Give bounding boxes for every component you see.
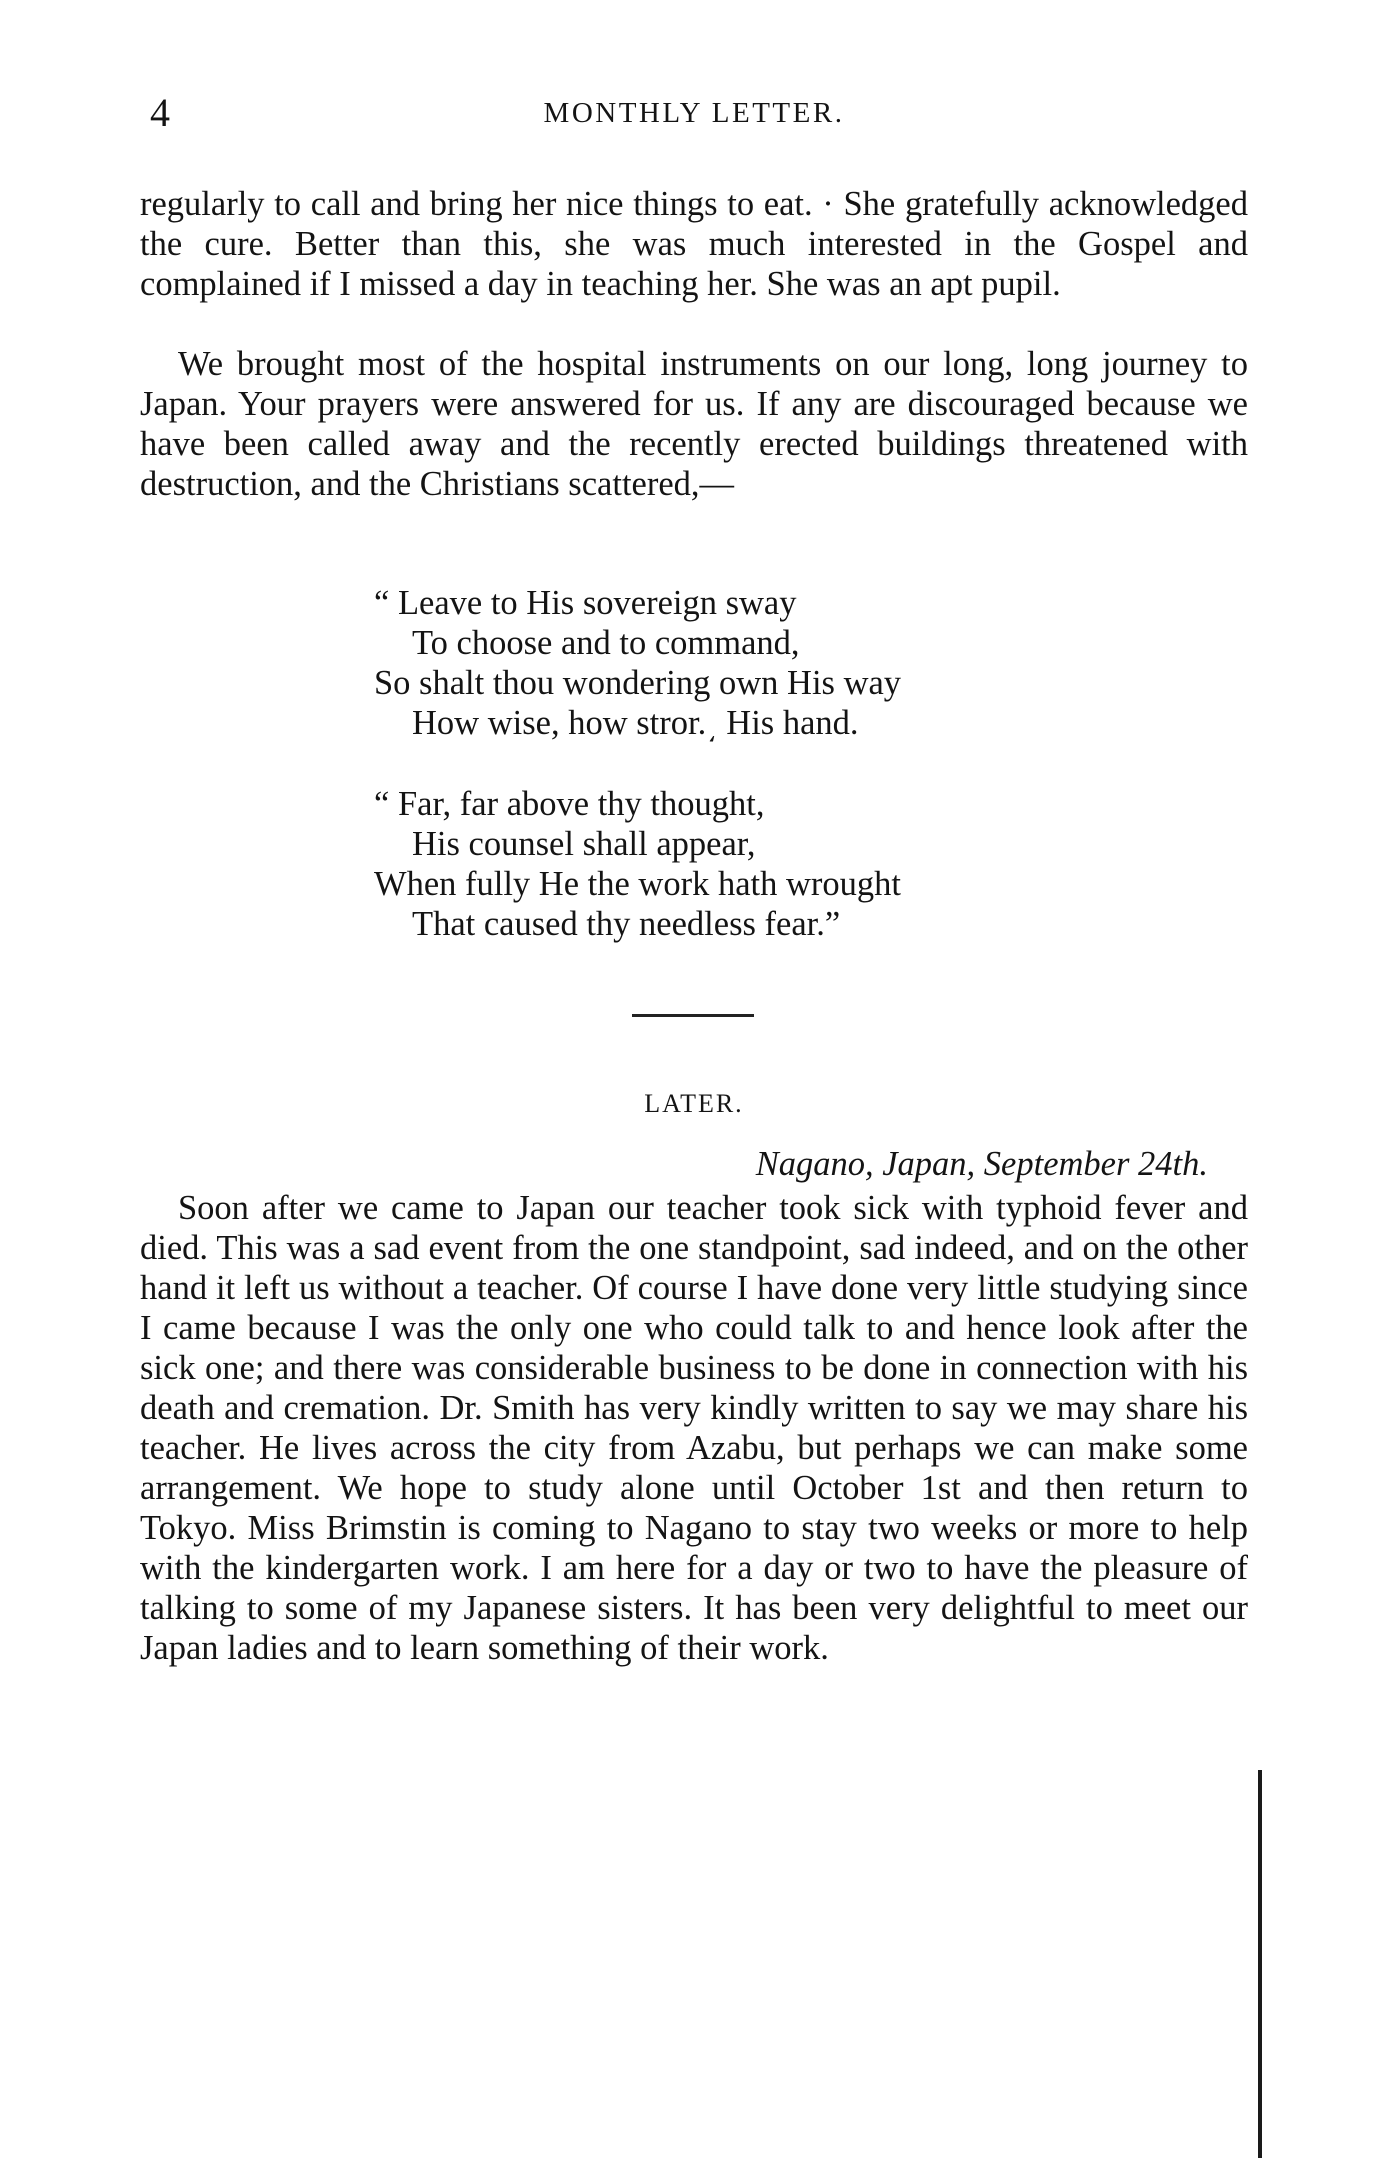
hymn-stanza-2	[374, 784, 1074, 944]
page-number: 4	[150, 90, 170, 135]
running-head: MONTHLY LETTER.	[543, 97, 845, 129]
verse-line: His counsel shall appear,	[412, 825, 756, 863]
paragraph-continuation: regularly to call and bring her nice things to eat. · She gratefully acknowledged the cure. Better than this, she was much interested in the Gospel and complained if I missed a day in teaching her. She was an apt pupil.	[140, 185, 1248, 303]
verse-line: “ Leave to His sovereign sway	[374, 584, 797, 622]
paragraph-later-body: Soon after we came to Japan our teacher took sick with typhoid fever and died. This was a sad event from the one standpoint, sad indeed, and on the other hand it left us without a teacher. Of course I have done very little studying since I came because I was the only one who could talk to and hence look after the sick one; and there was considerable business to be done in connection with his death and cremation. Dr. Smith has very kindly written to say we may share his teacher. He lives across the city from Azabu, but perhaps we can make some arrangement. We hope to study alone until October 1st and then return to Tokyo. Miss Brimstin is coming to Nagano to stay two weeks or more to help with the kindergarten work. I am here for a day or two to have the pleasure of talking to some of my Japanese sisters. It has been very delightful to meet our Japan ladies and to learn something of their work.	[140, 1189, 1248, 1667]
verse-line: To choose and to command,	[412, 624, 800, 662]
section-divider	[632, 1014, 754, 1017]
hymn-stanza-1	[374, 583, 1074, 743]
section-heading-later: LATER.	[644, 1089, 744, 1118]
verse-line: How wise, how stror.͵ His hand.	[412, 704, 859, 742]
verse-line: When fully He the work hath wrought	[374, 865, 901, 903]
verse-line: That caused thy needless fear.”	[412, 905, 841, 943]
scan-margin-bar	[1258, 1770, 1262, 2158]
dateline: Nagano, Japan, September 24th.	[755, 1145, 1208, 1183]
verse-line: So shalt thou wondering own His way	[374, 664, 902, 702]
paragraph-hospital-instruments: We brought most of the hospital instruments on our long, long journey to Japan. Your prayers were answered for us. If any are discouraged because we have been called away and the recently erected buildings threatened with destruction, and the Christians scattered,—	[140, 345, 1248, 503]
page-header	[140, 88, 1248, 138]
verse-line: “ Far, far above thy thought,	[374, 785, 765, 823]
